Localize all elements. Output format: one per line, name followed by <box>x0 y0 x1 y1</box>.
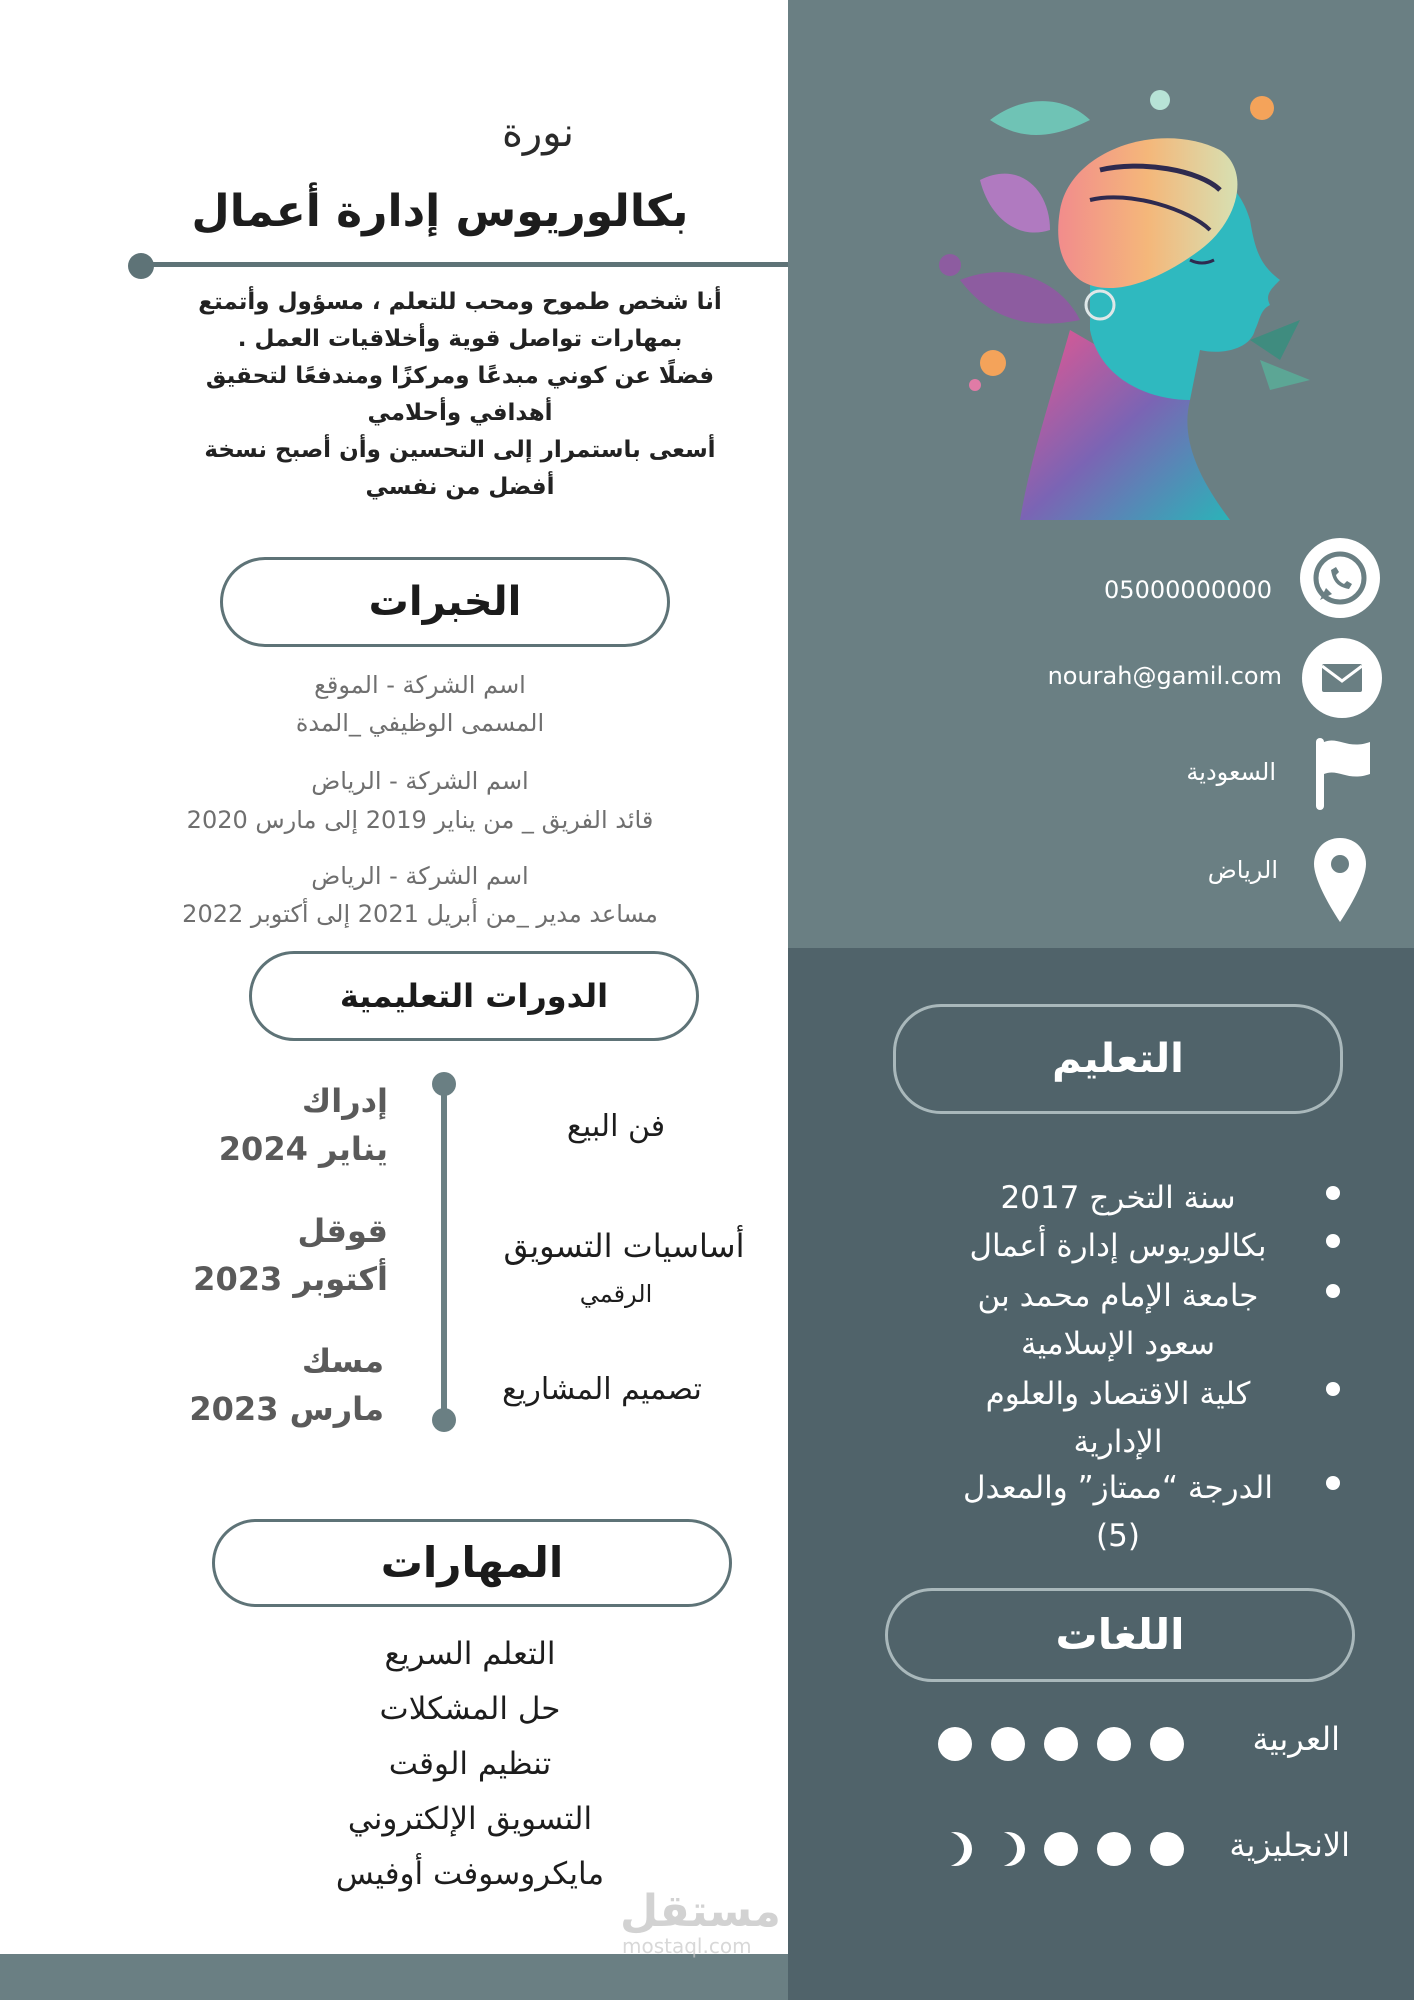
rating-dot-filled <box>938 1727 972 1761</box>
degree-title: بكالوريوس إدارة أعمال <box>191 186 689 237</box>
phone-number: 05000000000 <box>1104 576 1272 604</box>
course-name: فن البيع <box>566 1109 666 1144</box>
course-date: يناير 2024 <box>218 1130 388 1168</box>
profile-summary <box>180 284 740 506</box>
languages-heading: اللغات <box>885 1588 1355 1682</box>
summary-line: أسعى باستمرار إلى التحسين وأن أصبح نسخة <box>204 437 716 463</box>
experience-company: اسم الشركة - الموقع <box>314 671 526 699</box>
skill-item: حل المشكلات <box>379 1691 561 1727</box>
rating-dot-filled <box>1044 1727 1078 1761</box>
candidate-name: نورة <box>501 110 575 156</box>
rating-dot-filled <box>991 1727 1025 1761</box>
rating-dot-filled <box>1044 1832 1078 1866</box>
rating-dot-filled <box>1097 1832 1131 1866</box>
location-pin-icon <box>1310 836 1370 926</box>
language-name: الانجليزية <box>1229 1826 1350 1864</box>
courses-heading: الدورات التعليمية <box>249 951 699 1041</box>
course-provider: قوقل <box>297 1212 388 1250</box>
bullet <box>1326 1382 1340 1396</box>
portrait-illustration <box>900 80 1340 540</box>
education-item: سنة التخرج 2017 <box>1000 1180 1236 1216</box>
skill-item: التسويق الإلكتروني <box>347 1801 593 1837</box>
summary-line: أهدافي وأحلامي <box>367 400 553 426</box>
skills-heading: المهارات <box>212 1519 732 1607</box>
summary-line: أنا شخص طموح ومحب للتعلم ، مسؤول وأتمتع <box>198 289 722 315</box>
mail-icon <box>1302 638 1382 718</box>
timeline-start-dot <box>432 1072 456 1096</box>
bullet <box>1326 1476 1340 1490</box>
rating-dot-filled <box>1150 1727 1184 1761</box>
course-date: مارس 2023 <box>189 1390 384 1428</box>
email-address: nourah@gamil.com <box>1047 662 1282 690</box>
bottom-strip <box>0 1954 788 2000</box>
country: السعودية <box>1186 758 1276 786</box>
education-item: الدرجة “ممتاز” والمعدل <box>963 1470 1273 1506</box>
watermark-logo: مستقل <box>620 1886 781 1937</box>
education-heading: التعليم <box>893 1004 1343 1114</box>
course-name-continued: الرقمي <box>579 1280 653 1308</box>
experience-role: المسمى الوظيفي _المدة <box>295 709 545 737</box>
courses-timeline <box>441 1083 447 1423</box>
title-divider <box>142 262 788 267</box>
summary-line: أفضل من نفسي <box>365 474 555 500</box>
education-item: بكالوريوس إدارة أعمال <box>969 1228 1267 1264</box>
course-provider: إدراك <box>301 1082 388 1120</box>
whatsapp-icon <box>1300 538 1380 618</box>
watermark-url: mostaql.com <box>622 1934 752 1958</box>
summary-line: فضلًا عن كوني مبدعًا ومركزًا ومندفعًا لتحقيق <box>205 363 715 389</box>
education-item-continued: (5) <box>1096 1518 1140 1554</box>
title-divider-dot <box>128 253 154 279</box>
experience-company: اسم الشركة - الرياض <box>311 767 529 795</box>
skill-item: مايكروسوفت أوفيس <box>335 1856 605 1892</box>
skill-item: التعلم السريع <box>384 1636 556 1672</box>
course-name: تصميم المشاريع <box>502 1372 702 1407</box>
experience-role: قائد الفريق _ من يناير 2019 إلى مارس 2020 <box>186 806 654 834</box>
bullet <box>1326 1186 1340 1200</box>
course-date: أكتوبر 2023 <box>193 1260 388 1298</box>
summary-line: بمهارات تواصل قوية وأخلاقيات العمل . <box>237 326 683 352</box>
flag-icon <box>1308 734 1378 814</box>
experience-company: اسم الشركة - الرياض <box>311 862 529 890</box>
language-name: العربية <box>1252 1720 1340 1758</box>
rating-dot-partial <box>991 1832 1025 1866</box>
education-item-continued: الإدارية <box>1073 1424 1163 1460</box>
experience-role: مساعد مدير _من أبريل 2021 إلى أكتوبر 2022 <box>182 900 658 928</box>
course-name: أساسيات التسويق <box>503 1227 745 1265</box>
experience-heading: الخبرات <box>220 557 670 647</box>
rating-dot-filled <box>1097 1727 1131 1761</box>
bullet <box>1326 1234 1340 1248</box>
skill-item: تنظيم الوقت <box>388 1746 552 1782</box>
city: الرياض <box>1207 856 1278 884</box>
rating-dot-partial <box>938 1832 972 1866</box>
rating-dot-filled <box>1150 1832 1184 1866</box>
education-item: جامعة الإمام محمد بن <box>977 1278 1259 1314</box>
education-item-continued: سعود الإسلامية <box>1021 1326 1215 1362</box>
course-provider: مسك <box>301 1342 384 1380</box>
education-item: كلية الاقتصاد والعلوم <box>985 1376 1251 1412</box>
bullet <box>1326 1284 1340 1298</box>
